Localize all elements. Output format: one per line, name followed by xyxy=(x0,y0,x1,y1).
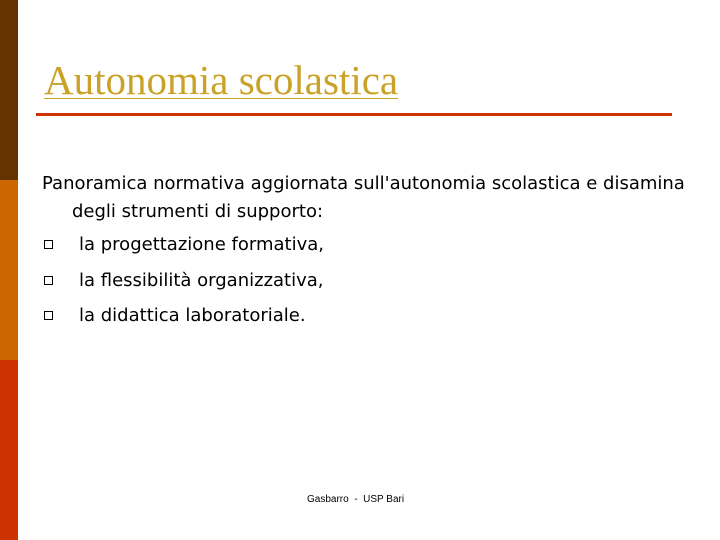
list-item xyxy=(44,303,324,339)
square-bullet-icon xyxy=(44,240,53,249)
intro-text: Panoramica normativa aggiornata sull'autonomia scolastica e disamina degli strumenti di supporto: xyxy=(42,173,685,222)
bullet-text: la didattica laboratoriale. xyxy=(79,305,306,326)
sidebar-decoration xyxy=(0,0,18,540)
sidebar-band-bottom xyxy=(0,360,18,540)
square-bullet-icon xyxy=(44,311,53,320)
slide-title: Autonomia scolastica xyxy=(44,57,399,103)
slide-footer: Gasbarro - USP Bari xyxy=(307,494,405,505)
list-item xyxy=(44,232,324,268)
sidebar-band-middle xyxy=(0,180,18,360)
list-item xyxy=(44,268,324,304)
sidebar-band-top xyxy=(0,0,18,180)
bullet-text: la flessibilità organizzativa, xyxy=(79,269,324,291)
title-divider xyxy=(36,113,672,116)
bullet-list xyxy=(44,232,324,339)
bullet-text: la progettazione formativa, xyxy=(79,234,324,255)
square-bullet-icon xyxy=(44,276,53,285)
